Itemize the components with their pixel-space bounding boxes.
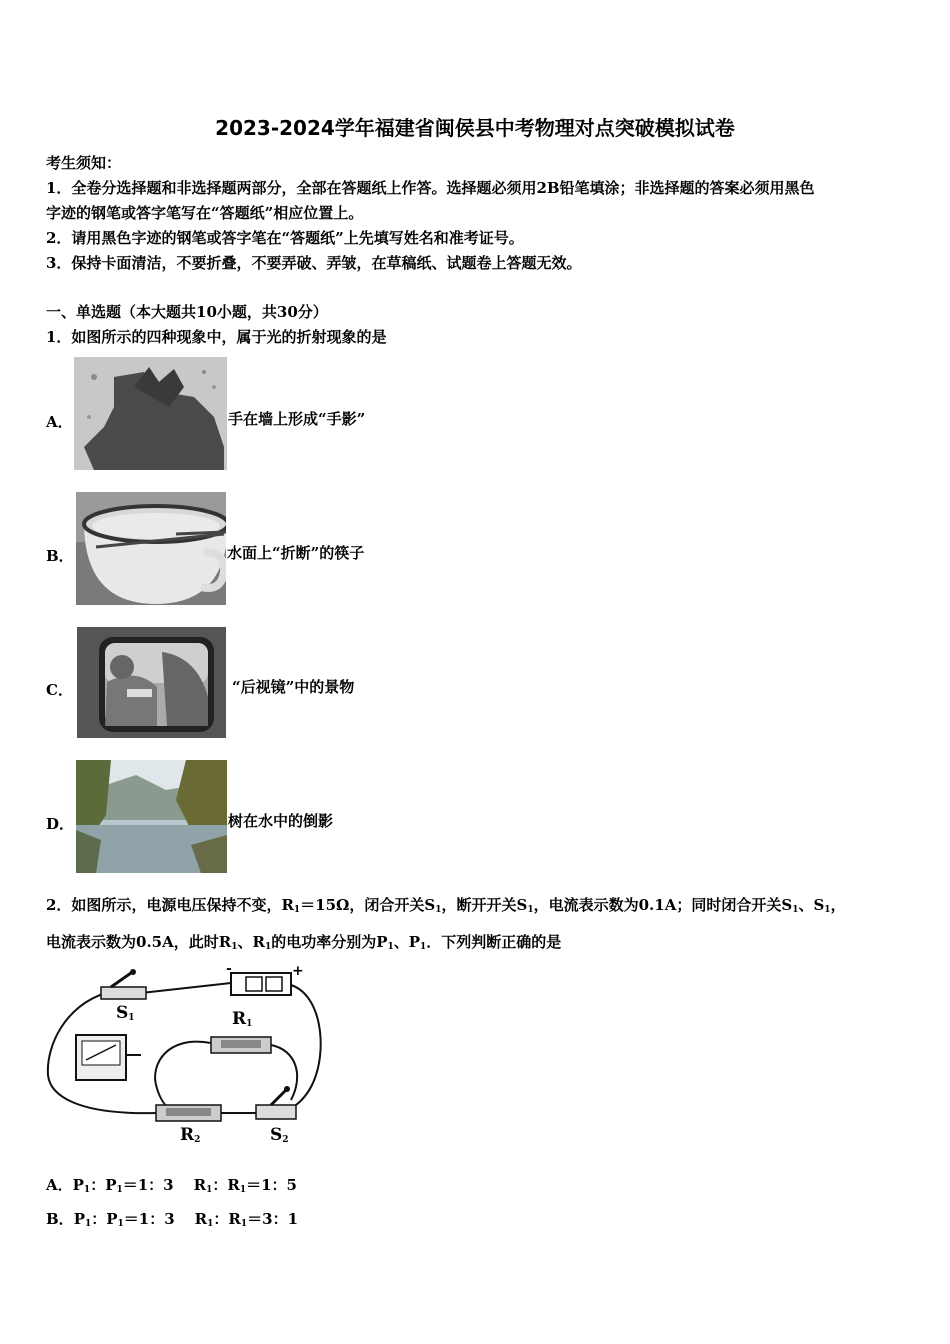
q2-subscript: 1	[387, 942, 394, 952]
option-text: ：	[91, 1210, 107, 1228]
option-text: P	[105, 1176, 117, 1194]
label-subscript: 1	[246, 1019, 253, 1029]
q1-option-b-letter: B．	[46, 547, 74, 565]
q2-text: 电流表示数为0.5A，此时R	[46, 933, 232, 951]
label-text: S	[116, 1003, 129, 1023]
q1-option-a-letter: A．	[46, 413, 73, 431]
section-heading: 一、单选题（本大题共10小题，共30分）	[46, 303, 328, 321]
q2-text: ＝15Ω，闭合开关S	[300, 896, 436, 914]
label-text: R	[180, 1125, 195, 1145]
q2-stem-line-2	[46, 933, 561, 956]
tree-reflection-photo	[76, 760, 227, 873]
label-text: R	[232, 1009, 247, 1029]
notice-heading: 考生须知：	[46, 154, 122, 172]
label-subscript: 2	[194, 1135, 201, 1145]
q2-subscript: 1	[293, 905, 301, 915]
q1-option-d-letter: D．	[46, 815, 75, 833]
label-s1	[116, 1003, 135, 1023]
option-subscript: 1	[83, 1185, 91, 1195]
option-text: P	[72, 1176, 84, 1194]
q1-option-b-text: 水面上“折断”的筷子	[227, 544, 365, 562]
q2-stem-line-1	[46, 896, 846, 919]
notice-item-3: 3．保持卡面清洁，不要折叠，不要弄破、弄皱，在草稿纸、试题卷上答题无效。	[46, 254, 582, 272]
q2-text: 2．如图所示，电源电压保持不变，R	[46, 896, 294, 914]
option-text: ：	[90, 1176, 106, 1194]
q1-option-d-text: 树在水中的倒影	[228, 812, 334, 830]
option-text: ＝1：3	[123, 1210, 175, 1228]
label-plus: +	[292, 965, 304, 979]
q2-text: 的电功率分别为P	[271, 933, 388, 951]
option-subscript: 1	[84, 1219, 92, 1229]
label-subscript: 2	[282, 1135, 289, 1145]
option-text: R	[194, 1210, 208, 1228]
label-r1	[232, 1009, 252, 1029]
option-letter: B．	[46, 1210, 74, 1228]
label-s2	[270, 1125, 289, 1145]
q2-option-a	[46, 1176, 297, 1199]
option-text: ：	[213, 1210, 229, 1228]
q1-option-a-text: 手在墙上形成“手影”	[228, 410, 366, 428]
q2-text: 、S	[798, 896, 825, 914]
q2-text: ，断开开关S	[441, 896, 528, 914]
q2-text: ，	[830, 896, 846, 914]
q2-subscript: 1	[420, 942, 427, 952]
q2-subscript: 1	[792, 905, 799, 915]
option-text: ＝3：1	[247, 1210, 299, 1228]
option-text: ＝1：5	[246, 1176, 297, 1194]
option-subscript: 1	[207, 1219, 214, 1229]
q1-option-c-letter: C．	[46, 681, 73, 699]
q2-text: ．下列判断正确的是	[426, 933, 562, 951]
option-text: ＝1：3	[122, 1176, 174, 1194]
option-text: R	[227, 1176, 240, 1194]
option-subscript: 1	[206, 1185, 213, 1195]
hand-shadow-photo	[74, 357, 227, 470]
label-text: S	[270, 1125, 283, 1145]
option-letter: A．	[46, 1176, 73, 1194]
circuit-diagram	[46, 965, 331, 1155]
q2-subscript: 1	[231, 942, 238, 952]
q2-text: ，电流表示数为0.1A；同时闭合开关S	[533, 896, 793, 914]
option-subscript: 1	[239, 1185, 247, 1195]
q2-text: 、R	[237, 933, 265, 951]
q2-subscript: 1	[824, 905, 831, 915]
option-subscript: 1	[117, 1219, 124, 1229]
option-subscript: 1	[116, 1185, 123, 1195]
notice-item-1-cont: 字迹的钢笔或答字笔写在“答题纸”相应位置上。	[46, 204, 364, 222]
q2-subscript: 1	[435, 905, 442, 915]
q1-option-c-text: “后视镜”中的景物	[232, 678, 355, 696]
rearview-mirror-photo	[77, 627, 226, 738]
cup-chopstick-photo	[76, 492, 226, 605]
notice-item-1: 1．全卷分选择题和非选择题两部分，全部在答题纸上作答。选择题必须用2B铅笔填涂；非选择题的答案必须用黑色	[46, 179, 815, 197]
q1-stem: 1．如图所示的四种现象中，属于光的折射现象的是	[46, 328, 387, 346]
page-title: 2023-2024学年福建省闽侯县中考物理对点突破模拟试卷	[215, 116, 735, 140]
label-subscript: 1	[128, 1013, 135, 1023]
notice-item-2: 2．请用黑色字迹的钢笔或答字笔在“答题纸”上先填写姓名和准考证号。	[46, 229, 524, 247]
option-text: R	[228, 1210, 241, 1228]
label-minus: -	[226, 965, 232, 977]
option-subscript: 1	[240, 1219, 248, 1229]
q2-subscript: 1	[527, 905, 534, 915]
q2-text: 、P	[393, 933, 421, 951]
label-r2	[180, 1125, 200, 1145]
option-text: R	[193, 1176, 207, 1194]
q2-option-b	[46, 1210, 298, 1233]
option-text: ：	[212, 1176, 228, 1194]
option-text: P	[106, 1210, 118, 1228]
option-text: P	[73, 1210, 85, 1228]
q2-subscript: 1	[264, 942, 272, 952]
